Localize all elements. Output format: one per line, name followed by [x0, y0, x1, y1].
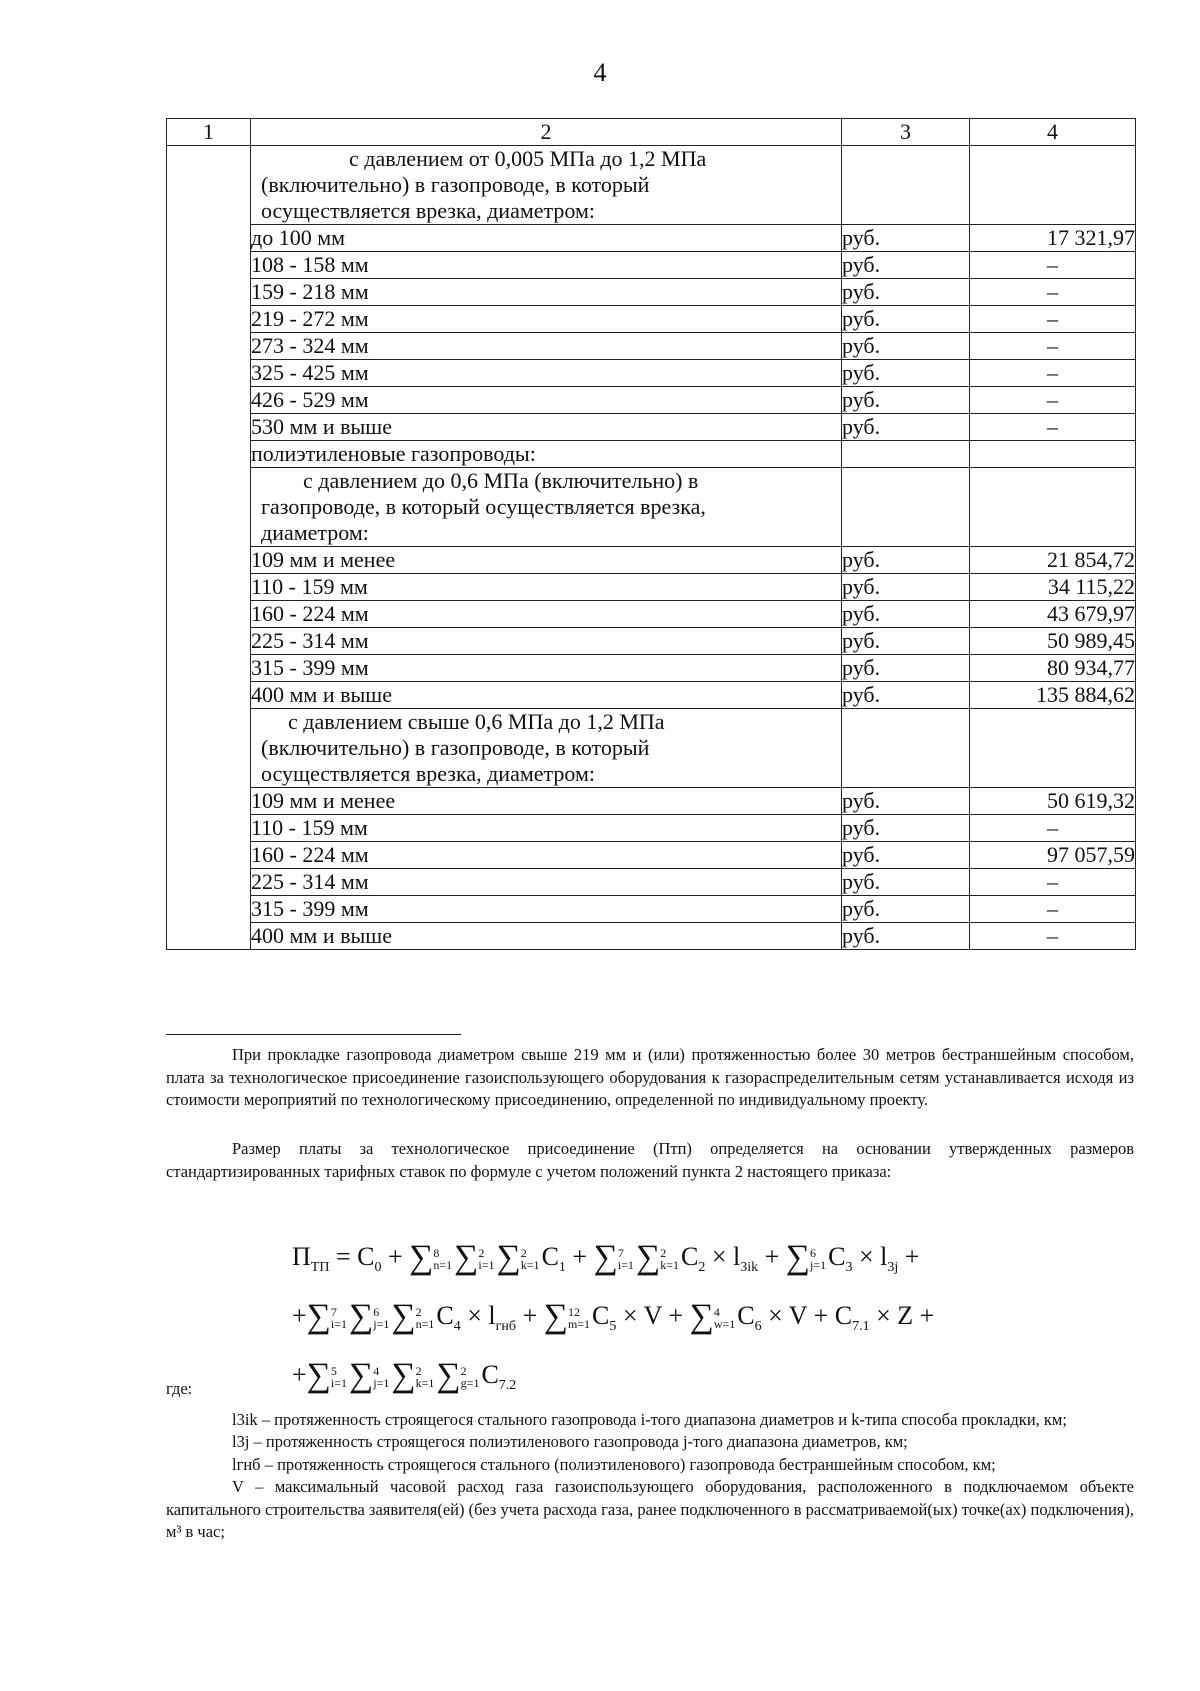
- diameter-label: 108 - 158 мм: [251, 252, 842, 279]
- diameter-label: 110 - 159 мм: [251, 815, 842, 842]
- value-cell: –: [970, 869, 1136, 896]
- empty-value-cell: [970, 468, 1136, 547]
- table-row: [167, 414, 1136, 441]
- value-cell: 80 934,77: [970, 655, 1136, 682]
- footnote-text: [166, 1044, 1134, 1112]
- table-row: [167, 306, 1136, 333]
- unit-cell: руб.: [842, 252, 970, 279]
- unit-cell: руб.: [842, 788, 970, 815]
- table-row: [167, 225, 1136, 252]
- heading-line: (включительно) в газопроводе, в который: [261, 735, 650, 760]
- table-row: [167, 547, 1136, 574]
- empty-value-cell: [970, 441, 1136, 468]
- table-row: [167, 601, 1136, 628]
- heading-line: с давлением от 0,005 МПа до 1,2 МПа: [349, 146, 707, 171]
- table-row: [167, 333, 1136, 360]
- diameter-label: 273 - 324 мм: [251, 333, 842, 360]
- table-row: [167, 896, 1136, 923]
- value-cell: 34 115,22: [970, 574, 1136, 601]
- diameter-label: 160 - 224 мм: [251, 601, 842, 628]
- value-cell: 43 679,97: [970, 601, 1136, 628]
- value-cell: –: [970, 333, 1136, 360]
- value-cell: 50 989,45: [970, 628, 1136, 655]
- column-header-2: 2: [251, 119, 842, 146]
- unit-cell: руб.: [842, 682, 970, 709]
- value-cell: 21 854,72: [970, 547, 1136, 574]
- unit-cell: руб.: [842, 414, 970, 441]
- unit-cell: руб.: [842, 279, 970, 306]
- footnote-rule: [166, 1034, 461, 1035]
- column-header-4: 4: [970, 119, 1136, 146]
- table-row: [167, 923, 1136, 950]
- diameter-label: 315 - 399 мм: [251, 896, 842, 923]
- definitions: [166, 1378, 1134, 1544]
- poly-heading: полиэтиленовые газопроводы:: [251, 441, 842, 468]
- intro-paragraph: Размер платы за технологическое присоединение (Птп) определяется на основании утвержденных размеров стандартизированных тарифных ставок по формуле с учетом положений пункта 2 настоящего приказа:: [166, 1139, 1134, 1181]
- table-row: [167, 574, 1136, 601]
- value-cell: 97 057,59: [970, 842, 1136, 869]
- formula-line-1: $П_{ТП} = C_0 + \sum 8$ n=1∑2 i=1∑2 $k=1C_1 + \sum 7$ i=1∑2 $k=1C_2 \times l_{3ik} + \sum 6$ $j=1C_3 \times l_{3j}$ +: [292, 1239, 920, 1276]
- section-heading-row: [167, 146, 1136, 225]
- tariff-table: [166, 118, 1136, 950]
- table-row: [167, 628, 1136, 655]
- table-row: [167, 655, 1136, 682]
- diameter-label: 400 мм и выше: [251, 923, 842, 950]
- column-1-cell: [167, 146, 251, 950]
- unit-cell: руб.: [842, 628, 970, 655]
- diameter-label: 225 - 314 мм: [251, 628, 842, 655]
- heading-line: осуществляется врезка, диаметром:: [261, 198, 596, 223]
- intro-text: [166, 1138, 1134, 1183]
- table-row: [167, 788, 1136, 815]
- unit-cell: руб.: [842, 896, 970, 923]
- unit-cell: руб.: [842, 655, 970, 682]
- section-heading: [251, 709, 842, 788]
- value-cell: –: [970, 360, 1136, 387]
- value-cell: –: [970, 387, 1136, 414]
- formula-line-2: +∑7 i=1∑6 j=1∑2 $n=1C_4 \times l_{гнб} + \sum 12$ $m=1C_5 \times V + \sum 4$ $w=1C_6 \times V + C_{7.1} \times Z$ +: [292, 1298, 935, 1336]
- table-row: [167, 869, 1136, 896]
- empty-value-cell: [970, 146, 1136, 225]
- empty-unit-cell: [842, 146, 970, 225]
- unit-cell: руб.: [842, 815, 970, 842]
- value-cell: –: [970, 414, 1136, 441]
- unit-cell: руб.: [842, 601, 970, 628]
- value-cell: 135 884,62: [970, 682, 1136, 709]
- unit-cell: руб.: [842, 869, 970, 896]
- heading-line: осуществляется врезка, диаметром:: [261, 761, 596, 786]
- heading-line: с давлением до 0,6 МПа (включительно) в: [303, 468, 699, 493]
- diameter-label: 159 - 218 мм: [251, 279, 842, 306]
- table-row: [167, 387, 1136, 414]
- section-heading-row: [167, 468, 1136, 547]
- value-cell: –: [970, 306, 1136, 333]
- diameter-label: 219 - 272 мм: [251, 306, 842, 333]
- where-label: где:: [166, 1379, 193, 1398]
- diameter-label: 400 мм и выше: [251, 682, 842, 709]
- unit-cell: руб.: [842, 360, 970, 387]
- empty-unit-cell: [842, 709, 970, 788]
- definition-l3ik: l3ik – протяженность строящегося стального газопровода i-того диапазона диаметров и k-типа способа прокладки, км;: [232, 1409, 1067, 1429]
- section-heading: [251, 468, 842, 547]
- table-row: [167, 815, 1136, 842]
- column-header-1: 1: [167, 119, 251, 146]
- header-row: [167, 119, 1136, 146]
- empty-unit-cell: [842, 468, 970, 547]
- heading-line: газопроводе, в который осуществляется врезка,: [261, 494, 706, 519]
- diameter-label: 530 мм и выше: [251, 414, 842, 441]
- table-row: [167, 682, 1136, 709]
- diameter-label: 110 - 159 мм: [251, 574, 842, 601]
- table-row: [167, 842, 1136, 869]
- column-header-3: 3: [842, 119, 970, 146]
- diameter-label: до 100 мм: [251, 225, 842, 252]
- diameter-label: 225 - 314 мм: [251, 869, 842, 896]
- diameter-label: 109 мм и менее: [251, 547, 842, 574]
- heading-line: диаметром:: [261, 520, 369, 545]
- value-cell: 50 619,32: [970, 788, 1136, 815]
- unit-cell: руб.: [842, 387, 970, 414]
- diameter-label: 160 - 224 мм: [251, 842, 842, 869]
- unit-cell: руб.: [842, 923, 970, 950]
- diameter-label: 315 - 399 мм: [251, 655, 842, 682]
- formula-line-3: +∑5 i=1∑4 j=1∑2 k=1∑2 $g=1C_{7.2}$: [292, 1357, 517, 1395]
- diameter-label: 109 мм и менее: [251, 788, 842, 815]
- value-cell: –: [970, 815, 1136, 842]
- diameter-label: 426 - 529 мм: [251, 387, 842, 414]
- unit-cell: руб.: [842, 306, 970, 333]
- table-row: [167, 279, 1136, 306]
- section-heading: [251, 146, 842, 225]
- heading-line: (включительно) в газопроводе, в который: [261, 172, 650, 197]
- unit-cell: руб.: [842, 547, 970, 574]
- value-cell: –: [970, 896, 1136, 923]
- empty-unit-cell: [842, 441, 970, 468]
- definition-l3j: l3j – протяженность строящегося полиэтиленового газопровода j-того диапазона диаметров, км;: [232, 1432, 908, 1451]
- value-cell: 17 321,97: [970, 225, 1136, 252]
- unit-cell: руб.: [842, 333, 970, 360]
- definition-v: V – максимальный часовой расход газа газоиспользующего оборудования, расположенного в подключаемом объекте капитального строительства заявителя(ей) (без учета расхода газа, ранее подключенного в рассматриваемой(ых) точке(ах) подключения), м³ в час;: [166, 1477, 1134, 1541]
- table-row: [167, 252, 1136, 279]
- footnote-paragraph: При прокладке газопровода диаметром свыше 219 мм и (или) протяженностью более 30 метров бестраншейным способом, плата за технологическое присоединение газоиспользующего оборудования к газораспределительным сетям устанавливается исходя из стоимости мероприятий по технологическому присоединению, определенной по индивидуальному проекту.: [166, 1045, 1134, 1109]
- unit-cell: руб.: [842, 574, 970, 601]
- page-number: 4: [593, 58, 607, 87]
- value-cell: –: [970, 279, 1136, 306]
- empty-value-cell: [970, 709, 1136, 788]
- section-heading-row: [167, 709, 1136, 788]
- unit-cell: руб.: [842, 842, 970, 869]
- table-row: [167, 360, 1136, 387]
- poly-heading-row: [167, 441, 1136, 468]
- diameter-label: 325 - 425 мм: [251, 360, 842, 387]
- heading-line: с давлением свыше 0,6 МПа до 1,2 МПа: [288, 709, 665, 734]
- definition-lgnb: lгнб – протяженность строящегося стального (полиэтиленового) газопровода бестраншейным способом, км;: [232, 1454, 996, 1474]
- unit-cell: руб.: [842, 225, 970, 252]
- value-cell: –: [970, 923, 1136, 950]
- value-cell: –: [970, 252, 1136, 279]
